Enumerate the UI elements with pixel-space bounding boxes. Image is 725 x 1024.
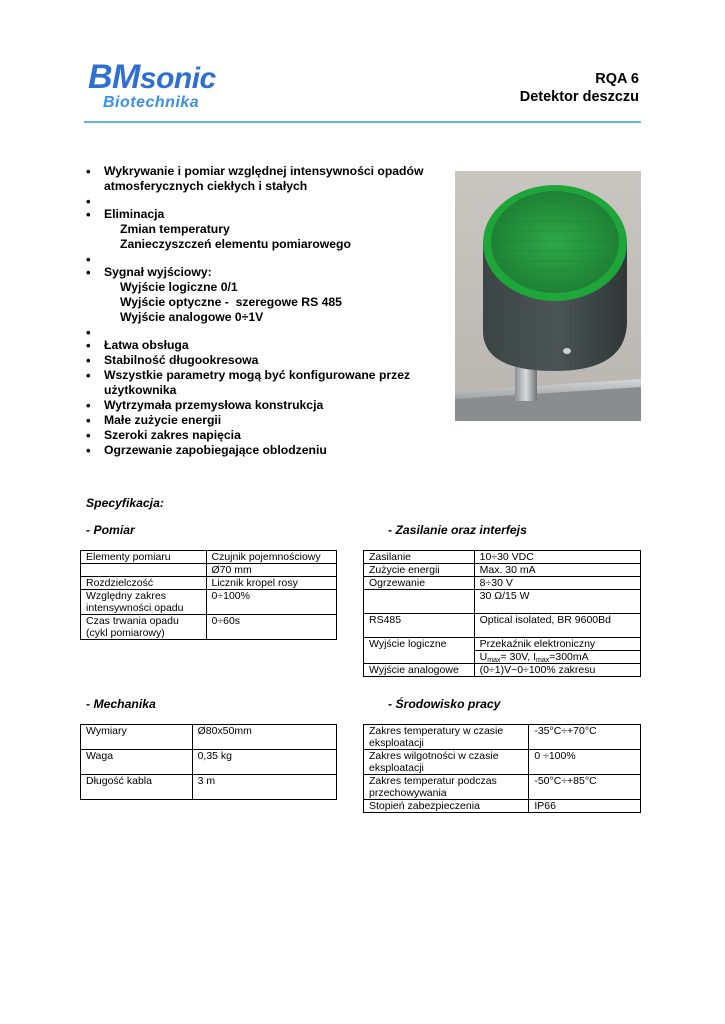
table-cell: Zakres temperatur podczas przechowywania bbox=[364, 775, 529, 800]
table-cell: RS485 bbox=[364, 614, 475, 638]
table-cell: Zużycie energii bbox=[364, 564, 475, 577]
table-cell: 0÷60s bbox=[206, 615, 337, 640]
table-row bbox=[364, 725, 641, 750]
table-cell: Zakres wilgotności w czasie eksploatacji bbox=[364, 750, 529, 775]
sensor-plate bbox=[491, 191, 619, 293]
brand-rest: sonic bbox=[139, 62, 216, 95]
feature-item: • Łatwa obsługa bbox=[86, 338, 426, 353]
table-cell: Zakres temperatury w czasie eksploatacji bbox=[364, 725, 529, 750]
table-cell: Zasilanie bbox=[364, 551, 475, 564]
document-title bbox=[520, 70, 639, 106]
spec-title: Specyfikacja: bbox=[86, 496, 164, 510]
table-cell: Waga bbox=[81, 750, 193, 775]
table-cell: $U_{max}= 30V$, $I_{max}=300mA$ bbox=[474, 651, 640, 664]
model-name: RQA 6 bbox=[595, 71, 639, 87]
feature-item: • Eliminacja Zmian temperatury Zanieczyszczeń elementu pomiarowego bbox=[86, 207, 426, 252]
table-row bbox=[364, 664, 641, 677]
feature-item: • Wszystkie parametry mogą być konfigurowane przez użytkownika bbox=[86, 368, 426, 398]
table-row bbox=[364, 750, 641, 775]
spacer bbox=[86, 252, 426, 265]
feature-subitem: Wyjście optyczne - szeregowe RS 485 bbox=[120, 295, 342, 309]
table-pomiar bbox=[80, 550, 337, 640]
table-row bbox=[81, 615, 337, 640]
feature-item: • Wykrywanie i pomiar względnej intensywności opadów atmosferycznych ciekłych i stałych bbox=[86, 164, 426, 194]
table-cell: Wyjście logiczne bbox=[364, 638, 475, 664]
table-row bbox=[81, 590, 337, 615]
table-cell: Ogrzewanie bbox=[364, 577, 475, 590]
table-cell: Rozdzielczość bbox=[81, 577, 207, 590]
table-cell: Czujnik pojemnościowy bbox=[206, 551, 337, 564]
table-row bbox=[81, 577, 337, 590]
table-cell: Licznik kropel rosy bbox=[206, 577, 337, 590]
table-cell bbox=[81, 564, 207, 577]
table-cell: 8÷30 V bbox=[474, 577, 640, 590]
feature-item: • Sygnał wyjściowy: Wyjście logiczne 0/1 Wyjście optyczne - szeregowe RS 485 Wyjście analogowe 0÷1V bbox=[86, 265, 426, 325]
table-cell: Wymiary bbox=[81, 725, 193, 750]
product-photo bbox=[455, 171, 641, 421]
feature-list bbox=[86, 164, 426, 458]
table-srodowisko bbox=[363, 724, 641, 813]
table-cell: Wyjście analogowe bbox=[364, 664, 475, 677]
section-zasilanie-label: - Zasilanie oraz interfejs bbox=[388, 523, 527, 537]
table-row bbox=[364, 614, 641, 638]
table-row bbox=[364, 638, 641, 651]
table-cell: Stopień zabezpieczenia bbox=[364, 800, 529, 813]
table-row bbox=[81, 750, 337, 775]
table-cell: Optical isolated, BR 9600Bd bbox=[474, 614, 640, 638]
table-cell bbox=[364, 590, 475, 614]
feature-item: • Wytrzymała przemysłowa konstrukcja bbox=[86, 398, 426, 413]
table-row bbox=[364, 564, 641, 577]
sensor-screw bbox=[563, 348, 571, 354]
table-cell: Max. 30 mA bbox=[474, 564, 640, 577]
table-cell: 10÷30 VDC bbox=[474, 551, 640, 564]
table-cell: Długość kabla bbox=[81, 775, 193, 800]
spacer bbox=[86, 325, 426, 338]
spacer bbox=[86, 194, 426, 207]
feature-subitem: Zanieczyszczeń elementu pomiarowego bbox=[120, 237, 351, 251]
table-cell: IP66 bbox=[529, 800, 641, 813]
table-cell: Względny zakres intensywności opadu bbox=[81, 590, 207, 615]
table-cell: 0 ÷100% bbox=[529, 750, 641, 775]
feature-item: • Szeroki zakres napięcia bbox=[86, 428, 426, 443]
brand-initial: BM bbox=[88, 58, 140, 96]
table-cell: Przekaźnik elektroniczny bbox=[474, 638, 640, 651]
table-cell: Elementy pomiaru bbox=[81, 551, 207, 564]
table-cell: Czas trwania opadu (cykl pomiarowy) bbox=[81, 615, 207, 640]
table-row bbox=[81, 564, 337, 577]
table-mechanika bbox=[80, 724, 337, 800]
table-row bbox=[364, 800, 641, 813]
feature-subitem: Wyjście analogowe 0÷1V bbox=[120, 310, 264, 324]
feature-subitem: Wyjście logiczne 0/1 bbox=[120, 280, 238, 294]
header-divider bbox=[84, 121, 641, 123]
table-cell: Ø80x50mm bbox=[192, 725, 336, 750]
feature-item: • Stabilność długookresowa bbox=[86, 353, 426, 368]
table-row bbox=[364, 577, 641, 590]
table-cell: 0÷100% bbox=[206, 590, 337, 615]
table-row bbox=[81, 775, 337, 800]
table-row bbox=[364, 551, 641, 564]
table-row bbox=[81, 551, 337, 564]
table-cell: (0÷1)V~0÷100% zakresu bbox=[474, 664, 640, 677]
feature-subitem: Zmian temperatury bbox=[120, 222, 230, 236]
table-row bbox=[81, 725, 337, 750]
product-name: Detektor deszczu bbox=[519, 89, 639, 105]
feature-item: • Małe zużycie energii bbox=[86, 413, 426, 428]
brand-subtitle: Biotechnika bbox=[103, 94, 200, 111]
section-pomiar-label: - Pomiar bbox=[86, 523, 135, 537]
table-cell: 0,35 kg bbox=[192, 750, 336, 775]
table-cell: -35°C÷+70°C bbox=[529, 725, 641, 750]
table-cell: 30 Ω/15 W bbox=[474, 590, 640, 614]
table-row bbox=[364, 775, 641, 800]
section-mechanika-label: - Mechanika bbox=[86, 697, 156, 711]
table-cell: Ø70 mm bbox=[206, 564, 337, 577]
table-cell: 3 m bbox=[192, 775, 336, 800]
table-row bbox=[364, 590, 641, 614]
feature-item: • Ogrzewanie zapobiegające oblodzeniu bbox=[86, 443, 426, 458]
table-cell: -50°C÷+85°C bbox=[529, 775, 641, 800]
table-zasilanie bbox=[363, 550, 641, 677]
brand-logo bbox=[88, 58, 216, 96]
section-srodowisko-label: - Środowisko pracy bbox=[388, 697, 501, 711]
